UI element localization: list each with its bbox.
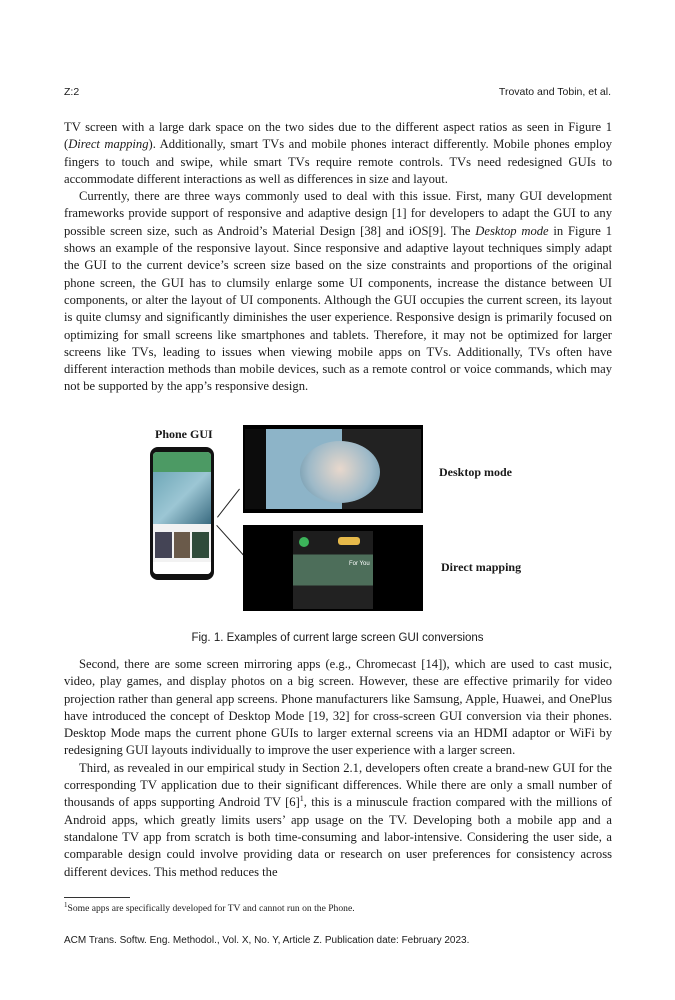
text-run: Third, as revealed in our empirical study in Section 2.1, developers often create a brand-new GUI for the corresponding TV application due to their significant differences. While there are only a small number of thousands of apps supporting Android TV [6] <box>64 760 612 810</box>
phone-hero-image <box>153 472 211 524</box>
paragraph <box>64 119 612 188</box>
body-text-top <box>64 119 612 396</box>
text-run: Currently, there are three ways commonly used to deal with this issue. First, many GUI development frameworks provide support of responsive and adaptive design [1] for developers to adapt the GUI to any possible screen size, such as Android’s Material Design [38] and iOS[9]. The <box>64 189 612 238</box>
emphasis: Direct mapping <box>68 137 149 152</box>
running-header-page: Z:2 <box>64 86 80 98</box>
figure-1 <box>145 425 545 615</box>
text-run: in Figure 1 shows an example of the responsive layout. Since responsive and adaptive layout techniques simply adapt the GUI to the current device’s screen size based on the size constraints and proportions of the original phone screen, the GUI has to clumsily enlarge some UI components, increase the distance between UI components, or alter the layout of UI components. Although the GUI occupies the current screen, its layout is quite clumsy and significantly diminishes the user experience. Responsive design is primarily focused on optimizing for small screens like smartphones and tablets. Therefore, it may not be optimized for larger screens like TVs, leading to issues when viewing mobile apps on TVs. Additionally, TVs often have different interaction methods than mobile devices, such as a remote control or voice commands, which may not be supported by the app’s responsive design. <box>64 223 612 394</box>
arrow-to-desktop <box>217 489 240 518</box>
running-header-authors: Trovato and Tobin, et al. <box>498 86 611 98</box>
footnote-mark: 1 <box>64 900 68 909</box>
phone-image <box>150 447 214 580</box>
direct-mapping-label: Direct mapping <box>441 560 522 574</box>
phone-header <box>153 452 211 472</box>
phone-gui-label: Phone GUI <box>155 427 213 441</box>
paragraph: Second, there are some screen mirroring apps (e.g., Chromecast [14]), which are used to cast music, video, play games, and display photos on a big screen. However, these are effective primarily for video projection rather than general app screens. Phone manufacturers like Samsung, Apple, Huawei, and OnePlus have introduced the concept of Desktop Mode [19, 32] for cross-screen GUI conversion via their phones. Desktop Mode maps the current phone GUIs to larger external screens via an HDMI adaptor or WiFi by redesigning GUI layouts individually to improve the user experience with a larger screen. <box>64 657 612 758</box>
for-you-text: For You <box>349 561 370 567</box>
phone-screen <box>153 452 211 574</box>
emphasis: Desktop mode <box>475 223 549 238</box>
paragraph <box>64 188 612 396</box>
footnote <box>64 900 355 914</box>
text-run: , this is a minuscule fraction compared with the millions of Android apps, which greatly limits users’ app usage on the TV. Developing both a mobile app and a standalone TV app from scratch is both time-consuming and labor-intensive. Considering the user side, a comparable design could involve providing data or research on user preferences for consistency across different devices. This method reduces the <box>64 795 612 879</box>
direct-mapping-screen <box>243 525 423 611</box>
text-run: ). Additionally, smart TVs and mobile phones interact differently. Mobile phones employ fingers to touch and swipe, while smart TVs require remote controls. TVs need redesigned GUIs to accommodate different interactions as well as differences in size and layout. <box>64 137 612 186</box>
vip-badge-icon <box>338 537 360 545</box>
footnote-text: Some apps are specifically developed for TV and cannot run on the Phone. <box>67 903 355 914</box>
paragraph <box>64 760 612 881</box>
page-footer: ACM Trans. Softw. Eng. Methodol., Vol. X, No. Y, Article Z. Publication date: February 2023. <box>64 935 470 946</box>
footnote-ref: 1 <box>299 794 304 804</box>
footnote-rule <box>64 897 130 898</box>
desktop-mode-label: Desktop mode <box>439 465 513 479</box>
green-icon <box>299 537 309 547</box>
phone-cards <box>153 532 211 558</box>
phone-nav-bar <box>153 562 211 574</box>
text-run: TV screen with a large dark space on the two sides due to the different aspect ratios as seen in Figure 1 ( <box>64 120 612 152</box>
figure-caption: Fig. 1. Examples of current large screen GUI conversions <box>191 632 484 644</box>
body-text-bottom <box>64 656 612 881</box>
desktop-mode-screen <box>243 425 423 513</box>
